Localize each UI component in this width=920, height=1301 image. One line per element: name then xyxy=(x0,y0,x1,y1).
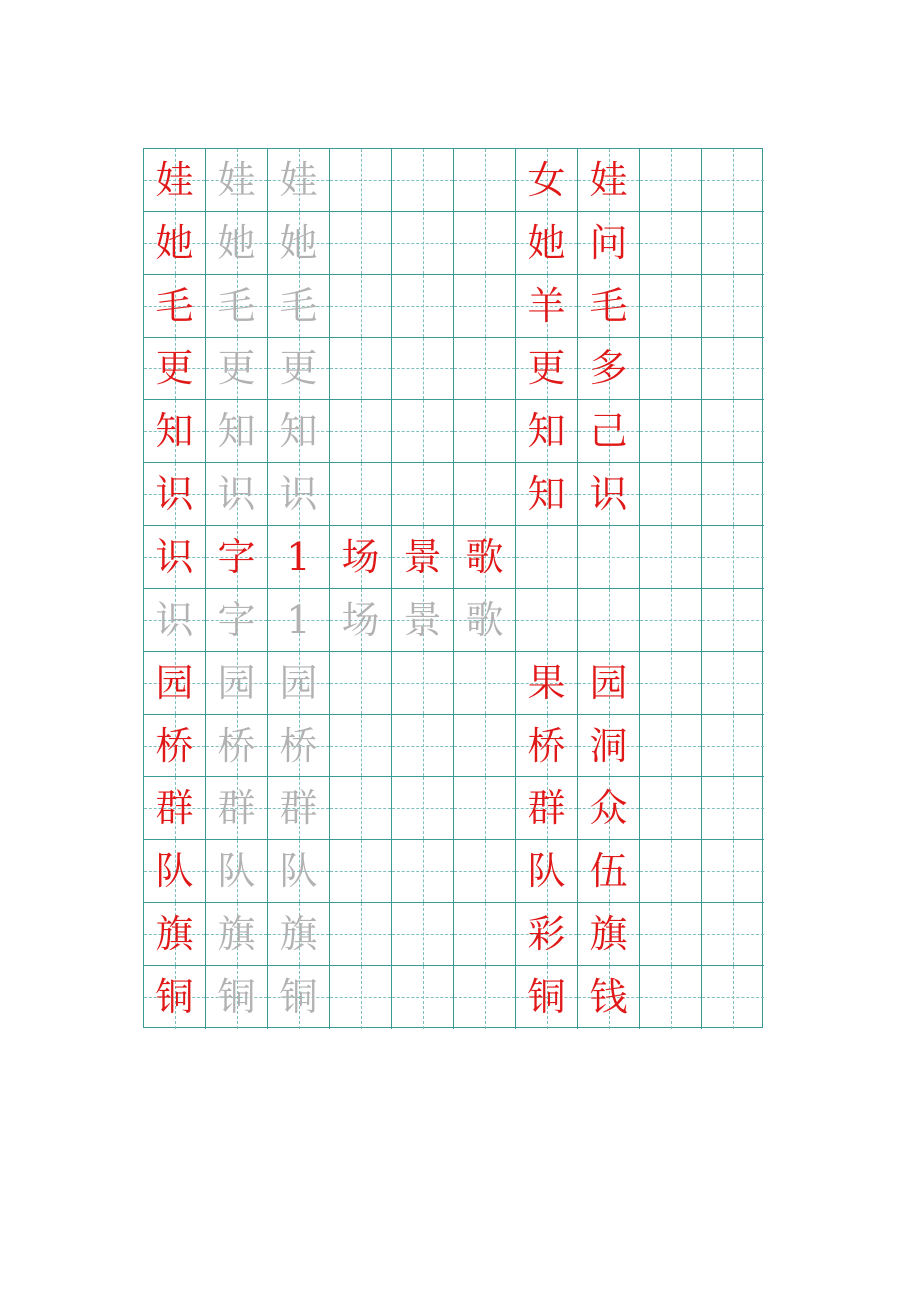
model-character: 女 xyxy=(527,157,566,202)
grid-cell xyxy=(330,338,392,401)
grid-cell xyxy=(578,589,640,652)
grid-cell xyxy=(516,715,578,778)
grid-cell xyxy=(640,463,702,526)
grid-cell xyxy=(330,966,392,1029)
grid-cell xyxy=(144,903,206,966)
grid-cell xyxy=(702,463,764,526)
grid-cell xyxy=(578,463,640,526)
model-character: 队 xyxy=(527,849,566,894)
grid-cell xyxy=(206,275,268,338)
grid-cell xyxy=(516,338,578,401)
grid-cell xyxy=(640,275,702,338)
grid-cell xyxy=(330,526,392,589)
grid-cell xyxy=(392,589,454,652)
model-character: 知 xyxy=(527,472,566,517)
grid-cell xyxy=(144,715,206,778)
grid-cell xyxy=(578,526,640,589)
grid-cell xyxy=(640,840,702,903)
grid-cell xyxy=(516,589,578,652)
grid-cell xyxy=(640,400,702,463)
grid-cell xyxy=(516,526,578,589)
grid-cell xyxy=(578,715,640,778)
grid-cell xyxy=(330,589,392,652)
grid-cell xyxy=(330,777,392,840)
grid-cell xyxy=(206,715,268,778)
grid-cell xyxy=(578,840,640,903)
grid-cell xyxy=(454,903,516,966)
grid-cell xyxy=(516,966,578,1029)
grid-cell xyxy=(268,966,330,1029)
model-character: 问 xyxy=(589,220,628,265)
grid-cell xyxy=(454,212,516,275)
grid-cell xyxy=(268,715,330,778)
grid-cell xyxy=(206,338,268,401)
trace-character: 旗 xyxy=(217,912,256,957)
model-character: 识 xyxy=(155,534,194,579)
grid-cell xyxy=(454,840,516,903)
model-character: 知 xyxy=(155,409,194,454)
grid-cell xyxy=(702,840,764,903)
grid-cell xyxy=(144,400,206,463)
grid-cell xyxy=(144,589,206,652)
grid-cell xyxy=(702,149,764,212)
model-character: 景 xyxy=(403,534,442,579)
grid-cell xyxy=(454,652,516,715)
grid-cell xyxy=(206,777,268,840)
trace-character: 景 xyxy=(403,597,442,642)
grid-cell xyxy=(516,652,578,715)
trace-character: 更 xyxy=(279,346,318,391)
model-character: 彩 xyxy=(527,912,566,957)
grid-cell xyxy=(702,589,764,652)
grid-cell xyxy=(454,966,516,1029)
model-character: 歌 xyxy=(465,534,504,579)
trace-character: 知 xyxy=(279,409,318,454)
trace-character: 园 xyxy=(279,660,318,705)
grid-cell xyxy=(640,777,702,840)
grid-cell xyxy=(392,715,454,778)
grid-cell xyxy=(640,652,702,715)
grid-cell xyxy=(640,715,702,778)
grid-cell xyxy=(268,338,330,401)
trace-character: 群 xyxy=(279,786,318,831)
model-character: 旗 xyxy=(155,912,194,957)
grid-cell xyxy=(392,777,454,840)
model-character: 1 xyxy=(286,534,311,579)
grid-cell xyxy=(516,275,578,338)
grid-cell xyxy=(640,966,702,1029)
grid-cell xyxy=(702,777,764,840)
model-character: 园 xyxy=(589,660,628,705)
grid-cell xyxy=(702,903,764,966)
model-character: 桥 xyxy=(527,723,566,768)
trace-character: 识 xyxy=(155,597,194,642)
model-character: 旗 xyxy=(589,912,628,957)
model-character: 果 xyxy=(527,660,566,705)
grid-cell xyxy=(392,212,454,275)
grid-cell xyxy=(578,275,640,338)
trace-character: 娃 xyxy=(217,157,256,202)
grid-cell xyxy=(640,589,702,652)
tianzige-practice-grid xyxy=(143,148,763,1028)
grid-cell xyxy=(578,903,640,966)
grid-cell xyxy=(578,149,640,212)
model-character: 毛 xyxy=(155,283,194,328)
trace-character: 毛 xyxy=(279,283,318,328)
grid-cell xyxy=(516,212,578,275)
trace-character: 队 xyxy=(217,849,256,894)
grid-cell xyxy=(268,652,330,715)
grid-cell xyxy=(206,526,268,589)
grid-cell xyxy=(330,149,392,212)
grid-cell xyxy=(454,526,516,589)
grid-cell xyxy=(206,212,268,275)
grid-cell xyxy=(392,652,454,715)
trace-character: 桥 xyxy=(217,723,256,768)
model-character: 她 xyxy=(527,220,566,265)
grid-cell xyxy=(640,903,702,966)
grid-cell xyxy=(516,777,578,840)
trace-character: 毛 xyxy=(217,283,256,328)
grid-cell xyxy=(640,149,702,212)
grid-cell xyxy=(578,777,640,840)
model-character: 多 xyxy=(589,346,628,391)
grid-cell xyxy=(144,526,206,589)
grid-cell xyxy=(578,652,640,715)
model-character: 钱 xyxy=(589,975,628,1020)
grid-cell xyxy=(516,840,578,903)
model-character: 羊 xyxy=(527,283,566,328)
model-character: 毛 xyxy=(589,283,628,328)
model-character: 娃 xyxy=(155,157,194,202)
grid-cell xyxy=(144,840,206,903)
trace-character: 铜 xyxy=(217,975,256,1020)
model-character: 更 xyxy=(527,346,566,391)
grid-cell xyxy=(392,966,454,1029)
trace-character: 歌 xyxy=(465,597,504,642)
model-character: 众 xyxy=(589,786,628,831)
grid-cell xyxy=(330,463,392,526)
model-character: 她 xyxy=(155,220,194,265)
trace-character: 识 xyxy=(279,472,318,517)
grid-cell xyxy=(144,275,206,338)
grid-cell xyxy=(330,275,392,338)
grid-cell xyxy=(454,463,516,526)
grid-cell xyxy=(144,777,206,840)
grid-cell xyxy=(268,463,330,526)
grid-cell xyxy=(330,715,392,778)
grid-cell xyxy=(268,526,330,589)
grid-cell xyxy=(330,903,392,966)
grid-cell xyxy=(702,966,764,1029)
grid-cell xyxy=(392,149,454,212)
trace-character: 群 xyxy=(217,786,256,831)
grid-cell xyxy=(144,338,206,401)
model-character: 队 xyxy=(155,849,194,894)
grid-cell xyxy=(144,652,206,715)
grid-cell xyxy=(702,275,764,338)
grid-cell xyxy=(268,777,330,840)
trace-character: 更 xyxy=(217,346,256,391)
model-character: 识 xyxy=(589,472,628,517)
grid-cell xyxy=(206,589,268,652)
trace-character: 桥 xyxy=(279,723,318,768)
grid-cell xyxy=(392,840,454,903)
grid-cell xyxy=(454,777,516,840)
grid-cell xyxy=(454,400,516,463)
model-character: 伍 xyxy=(589,849,628,894)
trace-character: 识 xyxy=(217,472,256,517)
model-character: 场 xyxy=(341,534,380,579)
grid-cell xyxy=(206,463,268,526)
trace-character: 旗 xyxy=(279,912,318,957)
model-character: 群 xyxy=(527,786,566,831)
grid-cell xyxy=(578,400,640,463)
grid-cell xyxy=(454,715,516,778)
grid-cell xyxy=(392,338,454,401)
grid-cell xyxy=(144,966,206,1029)
trace-character: 字 xyxy=(217,597,256,642)
trace-character: 1 xyxy=(286,597,311,642)
grid-cell xyxy=(702,212,764,275)
grid-cell xyxy=(640,338,702,401)
grid-cell xyxy=(454,589,516,652)
grid-cell xyxy=(578,212,640,275)
model-character: 更 xyxy=(155,346,194,391)
grid-cell xyxy=(392,903,454,966)
grid-cell xyxy=(206,903,268,966)
grid-cell xyxy=(516,903,578,966)
grid-cell xyxy=(330,652,392,715)
grid-cell xyxy=(578,338,640,401)
model-character: 己 xyxy=(589,409,628,454)
trace-character: 铜 xyxy=(279,975,318,1020)
grid-cell xyxy=(640,526,702,589)
model-character: 群 xyxy=(155,786,194,831)
grid-cell xyxy=(268,840,330,903)
grid-cell xyxy=(702,338,764,401)
grid-cell xyxy=(454,338,516,401)
grid-cell xyxy=(330,212,392,275)
grid-cell xyxy=(268,400,330,463)
grid-cell xyxy=(392,275,454,338)
grid-cell xyxy=(702,715,764,778)
grid-cell xyxy=(702,652,764,715)
grid-cell xyxy=(640,212,702,275)
trace-character: 娃 xyxy=(279,157,318,202)
grid-cell xyxy=(516,149,578,212)
trace-character: 园 xyxy=(217,660,256,705)
grid-cell xyxy=(206,149,268,212)
grid-cell xyxy=(144,149,206,212)
grid-cell xyxy=(702,400,764,463)
trace-character: 她 xyxy=(217,220,256,265)
grid-cell xyxy=(454,149,516,212)
model-character: 园 xyxy=(155,660,194,705)
grid-cell xyxy=(330,840,392,903)
grid-cell xyxy=(392,463,454,526)
model-character: 字 xyxy=(217,534,256,579)
grid-cell xyxy=(206,840,268,903)
grid-cell xyxy=(392,526,454,589)
grid-cell xyxy=(206,652,268,715)
trace-character: 队 xyxy=(279,849,318,894)
grid-cell xyxy=(268,903,330,966)
grid-cell xyxy=(268,589,330,652)
grid-cell xyxy=(330,400,392,463)
trace-character: 她 xyxy=(279,220,318,265)
model-character: 识 xyxy=(155,472,194,517)
grid-cell xyxy=(144,212,206,275)
grid-cell xyxy=(268,212,330,275)
model-character: 铜 xyxy=(155,975,194,1020)
grid-cell xyxy=(206,966,268,1029)
model-character: 娃 xyxy=(589,157,628,202)
grid-cell xyxy=(516,463,578,526)
grid-cell xyxy=(516,400,578,463)
grid-cell xyxy=(268,149,330,212)
grid-cell xyxy=(144,463,206,526)
grid-cell xyxy=(578,966,640,1029)
trace-character: 知 xyxy=(217,409,256,454)
grid-cell xyxy=(268,275,330,338)
model-character: 铜 xyxy=(527,975,566,1020)
trace-character: 场 xyxy=(341,597,380,642)
grid-cell xyxy=(702,526,764,589)
grid-cell xyxy=(454,275,516,338)
grid-cell xyxy=(392,400,454,463)
model-character: 知 xyxy=(527,409,566,454)
model-character: 桥 xyxy=(155,723,194,768)
model-character: 洞 xyxy=(589,723,628,768)
grid-cell xyxy=(206,400,268,463)
